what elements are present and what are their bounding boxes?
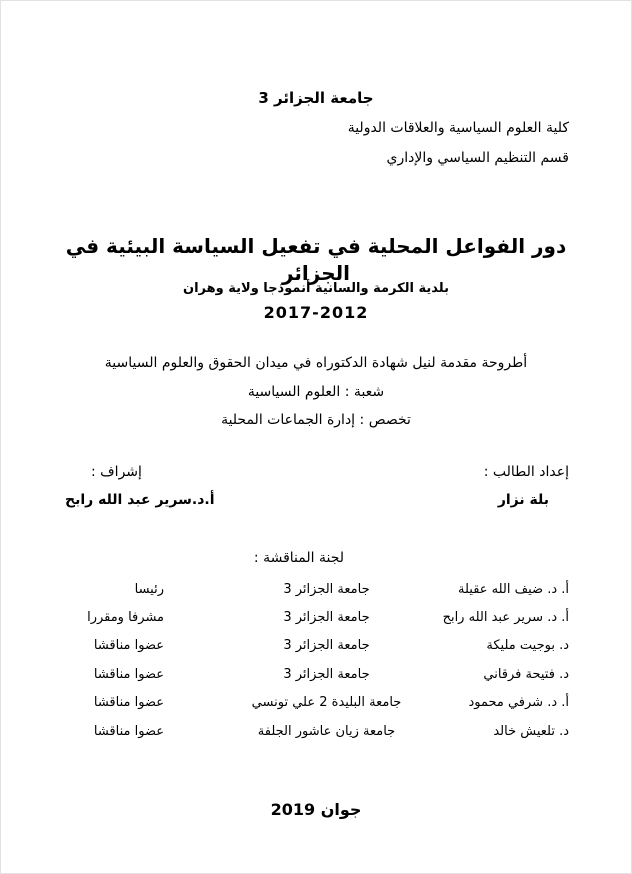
committee-row bbox=[63, 603, 569, 631]
branch-line: شعبة : العلوم السياسية bbox=[247, 384, 385, 400]
committee-member-university: جامعة الجزائر 3 bbox=[283, 638, 370, 654]
defense-date: جوان 2019 bbox=[270, 800, 362, 819]
committee-member-name: أ. د. ضيف الله عقيلة bbox=[458, 581, 569, 597]
committee-member-name: د. تلعيش خالد bbox=[493, 723, 569, 739]
committee-member-role: رئيسا bbox=[134, 581, 164, 597]
committee-member-role: مشرفا ومقررا bbox=[87, 610, 164, 626]
committee-row bbox=[63, 660, 569, 688]
committee-member-university: جامعة زيان عاشور الجلفة bbox=[257, 723, 396, 739]
committee-member-name: د. بوجيت مليكة bbox=[486, 638, 569, 654]
thesis-title: دور الفواعل المحلية في تفعيل السياسة البيئية في الجزائر bbox=[65, 234, 567, 285]
committee-member-role: عضوا مناقشا bbox=[93, 695, 164, 711]
committee-member-university: جامعة البليدة 2 علي تونسي bbox=[251, 695, 402, 711]
committee-row bbox=[63, 575, 569, 603]
committee-row bbox=[63, 632, 569, 660]
committee-member-university: جامعة الجزائر 3 bbox=[283, 610, 370, 626]
faculty-name: كلية العلوم السياسية والعلاقات الدولية bbox=[347, 120, 569, 136]
committee-member-name: د. فتيحة فرقاني bbox=[483, 666, 569, 682]
committee-member-name: أ. د. سرير عبد الله رابح bbox=[442, 610, 569, 626]
committee-table bbox=[63, 575, 569, 745]
thesis-subtitle: بلدية الكرمة والسانية أنموذجا ولاية وهران bbox=[183, 281, 449, 296]
committee-row bbox=[63, 689, 569, 717]
study-period-value: 2017-2012 bbox=[263, 303, 369, 322]
prepared-by-label: إعداد الطالب : bbox=[483, 464, 569, 480]
committee-member-name: أ. د. شرفي محمود bbox=[468, 695, 569, 711]
department-name: قسم التنظيم السياسي والإداري bbox=[386, 150, 569, 166]
supervisor-name: أ.د.سرير عبد الله رابح bbox=[65, 492, 215, 508]
thesis-description: أطروحة مقدمة لنيل شهادة الدكتوراه في ميدان الحقوق والعلوم السياسية bbox=[104, 355, 528, 371]
university-name: جامعة الجزائر 3 bbox=[258, 89, 374, 107]
study-period bbox=[1, 303, 631, 323]
committee-heading: لجنة المناقشة : bbox=[253, 550, 344, 566]
committee-member-university: جامعة الجزائر 3 bbox=[283, 666, 370, 682]
committee-member-university: جامعة الجزائر 3 bbox=[283, 581, 370, 597]
committee-member-role: عضوا مناقشا bbox=[93, 723, 164, 739]
supervision-label: إشراف : bbox=[91, 464, 142, 480]
student-name: بلة نزار bbox=[497, 492, 549, 508]
specialty-line: تخصص : إدارة الجماعات المحلية bbox=[221, 412, 411, 428]
committee-member-role: عضوا مناقشا bbox=[93, 638, 164, 654]
committee-row bbox=[63, 717, 569, 745]
committee-member-role: عضوا مناقشا bbox=[93, 666, 164, 682]
